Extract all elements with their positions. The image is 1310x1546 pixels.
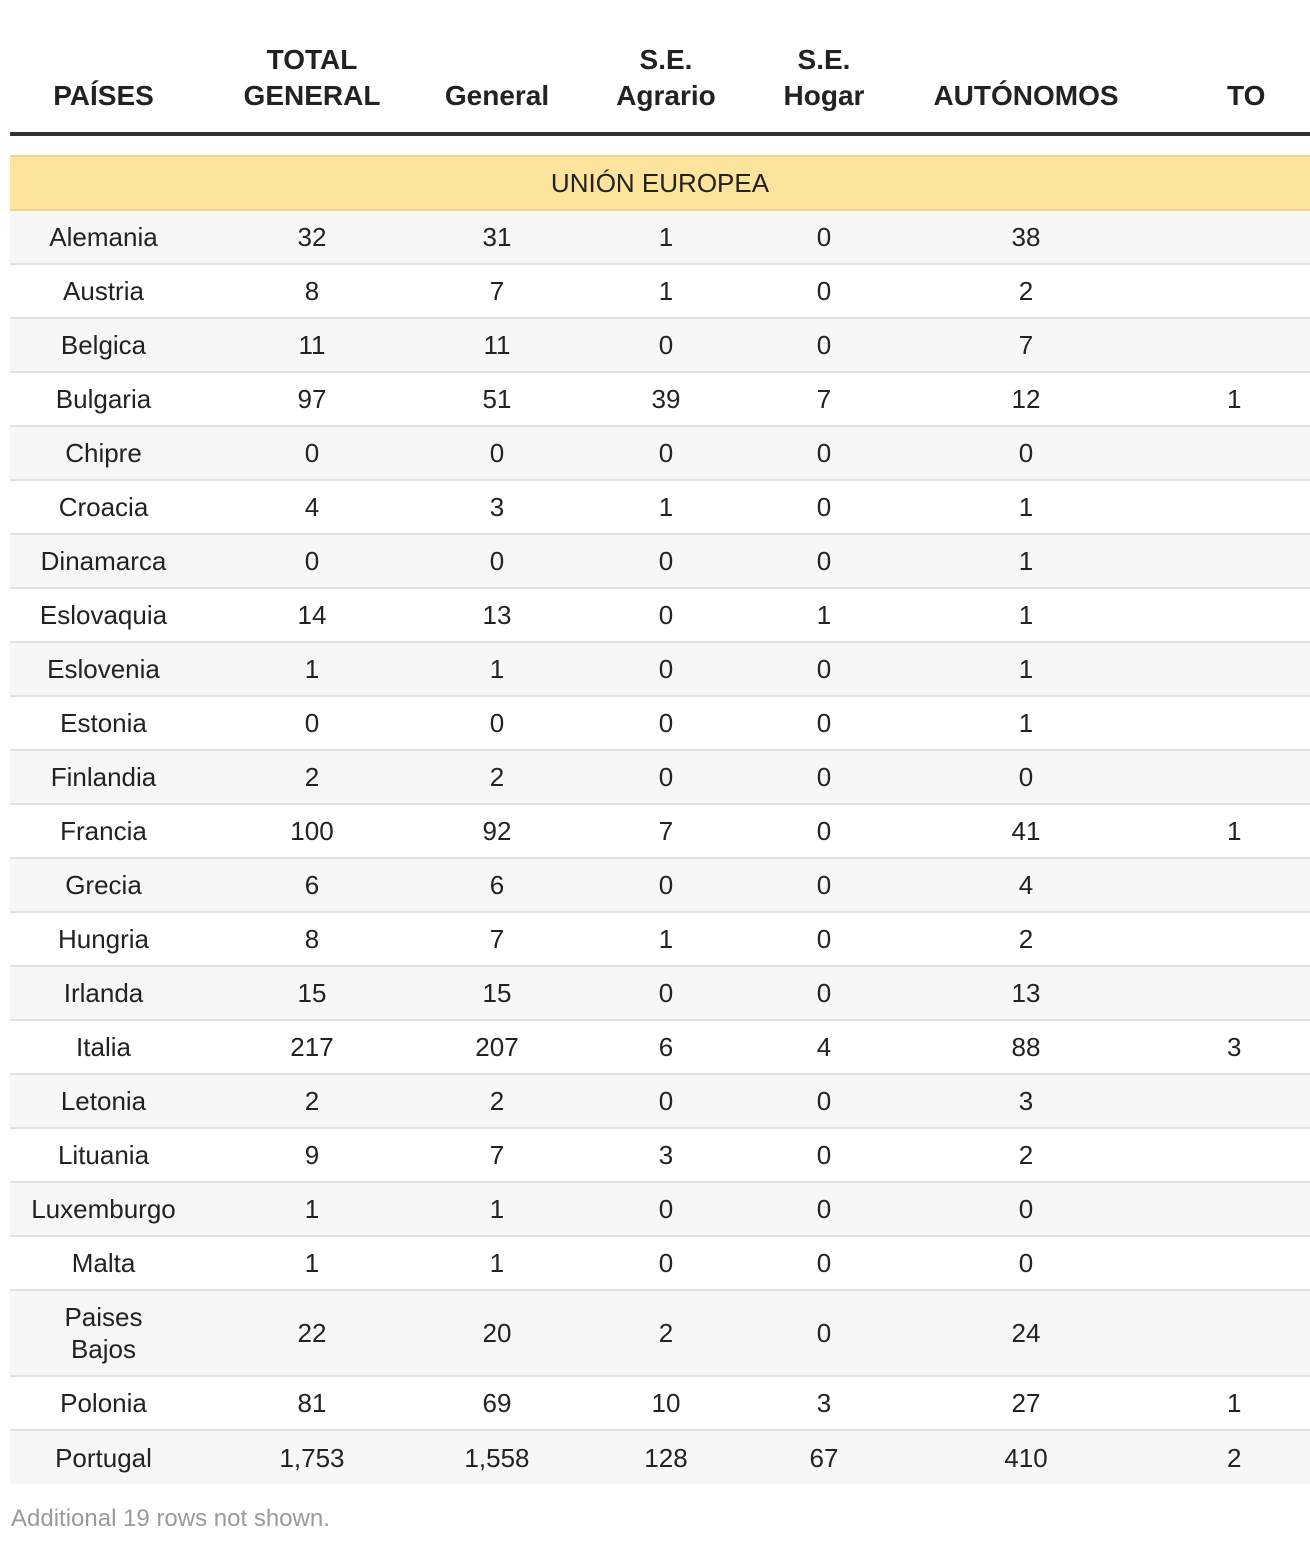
cell-total-general: 32 <box>197 210 427 264</box>
cell-se-agrario: 6 <box>567 1020 765 1074</box>
cell-total-general: 81 <box>197 1376 427 1430</box>
table-row <box>10 426 1310 480</box>
cell-pais: Polonia <box>10 1376 197 1430</box>
cell-total-cut: 3 <box>1169 1020 1310 1074</box>
header-line: TOTAL <box>266 44 358 75</box>
cell-se-hogar: 0 <box>765 480 883 534</box>
cell-se-agrario: 0 <box>567 642 765 696</box>
cell-pais: Belgica <box>10 318 197 372</box>
cell-total-general: 0 <box>197 696 427 750</box>
cell-total-cut <box>1169 1182 1310 1236</box>
cell-general: 3 <box>427 480 567 534</box>
cell-general: 2 <box>427 1074 567 1128</box>
cell-se-agrario: 0 <box>567 318 765 372</box>
header-se-hogar <box>765 0 883 134</box>
cell-total-general: 97 <box>197 372 427 426</box>
cell-pais: Luxemburgo <box>10 1182 197 1236</box>
cell-autonomos: 0 <box>883 750 1169 804</box>
cell-pais: Austria <box>10 264 197 318</box>
cell-se-hogar: 0 <box>765 696 883 750</box>
cell-pais: Irlanda <box>10 966 197 1020</box>
cell-se-hogar: 0 <box>765 912 883 966</box>
cell-se-agrario: 2 <box>567 1290 765 1376</box>
cell-autonomos: 38 <box>883 210 1169 264</box>
cell-total-cut <box>1169 858 1310 912</box>
cell-autonomos: 1 <box>883 696 1169 750</box>
cell-se-agrario: 3 <box>567 1128 765 1182</box>
cell-se-hogar: 0 <box>765 642 883 696</box>
cell-pais: Italia <box>10 1020 197 1074</box>
table-row <box>10 804 1310 858</box>
cell-se-hogar: 67 <box>765 1430 883 1484</box>
footer-note: Additional 19 rows not shown. <box>11 1505 330 1532</box>
cell-pais: Paises Bajos <box>10 1290 197 1376</box>
cell-total-cut <box>1169 534 1310 588</box>
header-line: General <box>444 80 550 111</box>
cell-autonomos: 0 <box>883 426 1169 480</box>
cell-se-hogar: 0 <box>765 426 883 480</box>
cell-general: 92 <box>427 804 567 858</box>
table-row <box>10 1430 1310 1484</box>
cell-total-cut <box>1169 210 1310 264</box>
header-line <box>883 42 1169 78</box>
header-line <box>10 42 197 78</box>
cell-pais: Alemania <box>10 210 197 264</box>
cell-total-cut <box>1169 750 1310 804</box>
table-row <box>10 696 1310 750</box>
table-row <box>10 1128 1310 1182</box>
cell-se-hogar: 1 <box>765 588 883 642</box>
cell-total-general: 0 <box>197 426 427 480</box>
header-se-agrario <box>567 0 765 134</box>
cell-total-general: 22 <box>197 1290 427 1376</box>
cell-general: 1 <box>427 1182 567 1236</box>
cell-pais: Bulgaria <box>10 372 197 426</box>
cell-autonomos: 4 <box>883 858 1169 912</box>
header-line: S.E. <box>639 44 693 75</box>
cell-se-hogar: 0 <box>765 858 883 912</box>
cell-se-agrario: 0 <box>567 1182 765 1236</box>
cell-total-general: 2 <box>197 1074 427 1128</box>
cell-se-agrario: 10 <box>567 1376 765 1430</box>
cell-se-hogar: 0 <box>765 210 883 264</box>
cell-se-hogar: 0 <box>765 1128 883 1182</box>
cell-total-cut <box>1169 966 1310 1020</box>
header-line <box>427 42 567 78</box>
cell-total-cut <box>1169 696 1310 750</box>
table-row <box>10 264 1310 318</box>
cell-general: 207 <box>427 1020 567 1074</box>
table-body <box>10 134 1310 1484</box>
cell-pais: Lituania <box>10 1128 197 1182</box>
cell-autonomos: 2 <box>883 264 1169 318</box>
cell-se-agrario: 0 <box>567 588 765 642</box>
cell-autonomos: 88 <box>883 1020 1169 1074</box>
cell-total-cut: 1 <box>1169 1376 1310 1430</box>
cell-general: 13 <box>427 588 567 642</box>
cell-general: 69 <box>427 1376 567 1430</box>
cell-pais: Hungria <box>10 912 197 966</box>
table-row <box>10 858 1310 912</box>
table-row <box>10 588 1310 642</box>
cell-pais: Chipre <box>10 426 197 480</box>
cell-se-agrario: 0 <box>567 426 765 480</box>
header-line: AUTÓNOMOS <box>933 80 1119 111</box>
group-label: UNIÓN EUROPEA <box>10 156 1310 210</box>
cell-pais: Malta <box>10 1236 197 1290</box>
cell-total-general: 9 <box>197 1128 427 1182</box>
cell-general: 7 <box>427 1128 567 1182</box>
table-row <box>10 1376 1310 1430</box>
cell-se-hogar: 0 <box>765 534 883 588</box>
cell-total-general: 2 <box>197 750 427 804</box>
cell-total-general: 8 <box>197 912 427 966</box>
cell-general: 31 <box>427 210 567 264</box>
cell-se-agrario: 7 <box>567 804 765 858</box>
cell-se-hogar: 7 <box>765 372 883 426</box>
cell-se-agrario: 0 <box>567 966 765 1020</box>
cell-total-cut <box>1169 912 1310 966</box>
cell-autonomos: 13 <box>883 966 1169 1020</box>
header-total-cut <box>1169 0 1310 134</box>
cell-total-cut: 1 <box>1169 372 1310 426</box>
cell-pais: Grecia <box>10 858 197 912</box>
cell-se-agrario: 0 <box>567 858 765 912</box>
table-row <box>10 210 1310 264</box>
cell-total-general: 217 <box>197 1020 427 1074</box>
cell-general: 0 <box>427 696 567 750</box>
table-row <box>10 534 1310 588</box>
cell-se-hogar: 0 <box>765 1236 883 1290</box>
header-autonomos <box>883 0 1169 134</box>
cell-total-cut <box>1169 264 1310 318</box>
cell-total-general: 1 <box>197 642 427 696</box>
cell-autonomos: 1 <box>883 480 1169 534</box>
cell-general: 20 <box>427 1290 567 1376</box>
cell-total-cut <box>1169 318 1310 372</box>
table-row <box>10 912 1310 966</box>
cell-se-agrario: 0 <box>567 696 765 750</box>
header-line: TO <box>1227 80 1266 111</box>
cell-total-cut: 2 <box>1169 1430 1310 1484</box>
cell-general: 0 <box>427 426 567 480</box>
cell-se-agrario: 0 <box>567 750 765 804</box>
cell-total-general: 1,753 <box>197 1430 427 1484</box>
cell-total-general: 4 <box>197 480 427 534</box>
cell-total-cut <box>1169 1074 1310 1128</box>
table-row <box>10 1182 1310 1236</box>
cell-autonomos: 7 <box>883 318 1169 372</box>
cell-autonomos: 24 <box>883 1290 1169 1376</box>
cell-pais: Croacia <box>10 480 197 534</box>
cell-autonomos: 0 <box>883 1182 1169 1236</box>
cell-general: 7 <box>427 264 567 318</box>
header-line: Hogar <box>783 80 865 111</box>
header-spacer <box>10 134 1310 156</box>
cell-total-general: 0 <box>197 534 427 588</box>
cell-autonomos: 0 <box>883 1236 1169 1290</box>
cell-total-general: 8 <box>197 264 427 318</box>
cell-total-general: 11 <box>197 318 427 372</box>
cell-autonomos: 41 <box>883 804 1169 858</box>
cell-se-hogar: 3 <box>765 1376 883 1430</box>
header-paises <box>10 0 197 134</box>
cell-total-cut <box>1169 588 1310 642</box>
cell-autonomos: 12 <box>883 372 1169 426</box>
cell-total-cut <box>1169 426 1310 480</box>
header-line: Agrario <box>616 80 716 111</box>
cell-total-general: 100 <box>197 804 427 858</box>
cell-general: 6 <box>427 858 567 912</box>
cell-total-general: 14 <box>197 588 427 642</box>
cell-pais: Dinamarca <box>10 534 197 588</box>
table-row <box>10 480 1310 534</box>
cell-total-general: 15 <box>197 966 427 1020</box>
cell-se-hogar: 0 <box>765 1290 883 1376</box>
header-line: S.E. <box>797 44 851 75</box>
cell-pais: Portugal <box>10 1430 197 1484</box>
cell-autonomos: 1 <box>883 588 1169 642</box>
cell-total-general: 6 <box>197 858 427 912</box>
cell-autonomos: 2 <box>883 1128 1169 1182</box>
cell-general: 0 <box>427 534 567 588</box>
cell-autonomos: 410 <box>883 1430 1169 1484</box>
cell-se-agrario: 1 <box>567 264 765 318</box>
cell-se-hogar: 0 <box>765 264 883 318</box>
header-general <box>427 0 567 134</box>
table-row <box>10 642 1310 696</box>
countries-table <box>10 0 1310 1484</box>
header-line: GENERAL <box>243 80 381 111</box>
cell-pais: Finlandia <box>10 750 197 804</box>
cell-total-cut <box>1169 1290 1310 1376</box>
table-container <box>10 0 1266 1546</box>
table-row <box>10 1020 1310 1074</box>
cell-autonomos: 27 <box>883 1376 1169 1430</box>
cell-total-cut: 1 <box>1169 804 1310 858</box>
table-row <box>10 1290 1310 1376</box>
cell-general: 51 <box>427 372 567 426</box>
cell-se-hogar: 0 <box>765 1074 883 1128</box>
cell-general: 15 <box>427 966 567 1020</box>
cell-se-agrario: 0 <box>567 534 765 588</box>
cell-general: 11 <box>427 318 567 372</box>
cell-se-hogar: 0 <box>765 804 883 858</box>
cell-total-cut <box>1169 1128 1310 1182</box>
cell-pais: Letonia <box>10 1074 197 1128</box>
cell-general: 1 <box>427 1236 567 1290</box>
cell-se-hogar: 0 <box>765 318 883 372</box>
cell-total-cut <box>1169 480 1310 534</box>
cell-general: 1 <box>427 642 567 696</box>
cell-total-cut <box>1169 642 1310 696</box>
header-total-general <box>197 0 427 134</box>
cell-autonomos: 2 <box>883 912 1169 966</box>
cell-general: 1,558 <box>427 1430 567 1484</box>
cell-se-agrario: 0 <box>567 1074 765 1128</box>
cell-autonomos: 3 <box>883 1074 1169 1128</box>
cell-general: 7 <box>427 912 567 966</box>
cell-total-general: 1 <box>197 1182 427 1236</box>
table-row <box>10 750 1310 804</box>
cell-total-cut <box>1169 1236 1310 1290</box>
table-row <box>10 1074 1310 1128</box>
cell-pais: Eslovaquia <box>10 588 197 642</box>
table-row <box>10 318 1310 372</box>
cell-general: 2 <box>427 750 567 804</box>
cell-se-agrario: 1 <box>567 210 765 264</box>
cell-se-agrario: 1 <box>567 912 765 966</box>
table-row <box>10 1236 1310 1290</box>
header-line: PAÍSES <box>53 80 154 111</box>
cell-se-agrario: 128 <box>567 1430 765 1484</box>
cell-total-general: 1 <box>197 1236 427 1290</box>
cell-se-agrario: 1 <box>567 480 765 534</box>
table-header <box>10 0 1310 134</box>
cell-se-hogar: 0 <box>765 1182 883 1236</box>
cell-autonomos: 1 <box>883 534 1169 588</box>
cell-se-hogar: 0 <box>765 966 883 1020</box>
cell-pais: Estonia <box>10 696 197 750</box>
cell-pais: Eslovenia <box>10 642 197 696</box>
table-row <box>10 966 1310 1020</box>
cell-se-hogar: 4 <box>765 1020 883 1074</box>
cell-se-agrario: 39 <box>567 372 765 426</box>
cell-se-hogar: 0 <box>765 750 883 804</box>
group-row <box>10 156 1310 210</box>
cell-autonomos: 1 <box>883 642 1169 696</box>
header-line <box>1227 42 1310 78</box>
cell-pais: Francia <box>10 804 197 858</box>
cell-se-agrario: 0 <box>567 1236 765 1290</box>
table-row <box>10 372 1310 426</box>
